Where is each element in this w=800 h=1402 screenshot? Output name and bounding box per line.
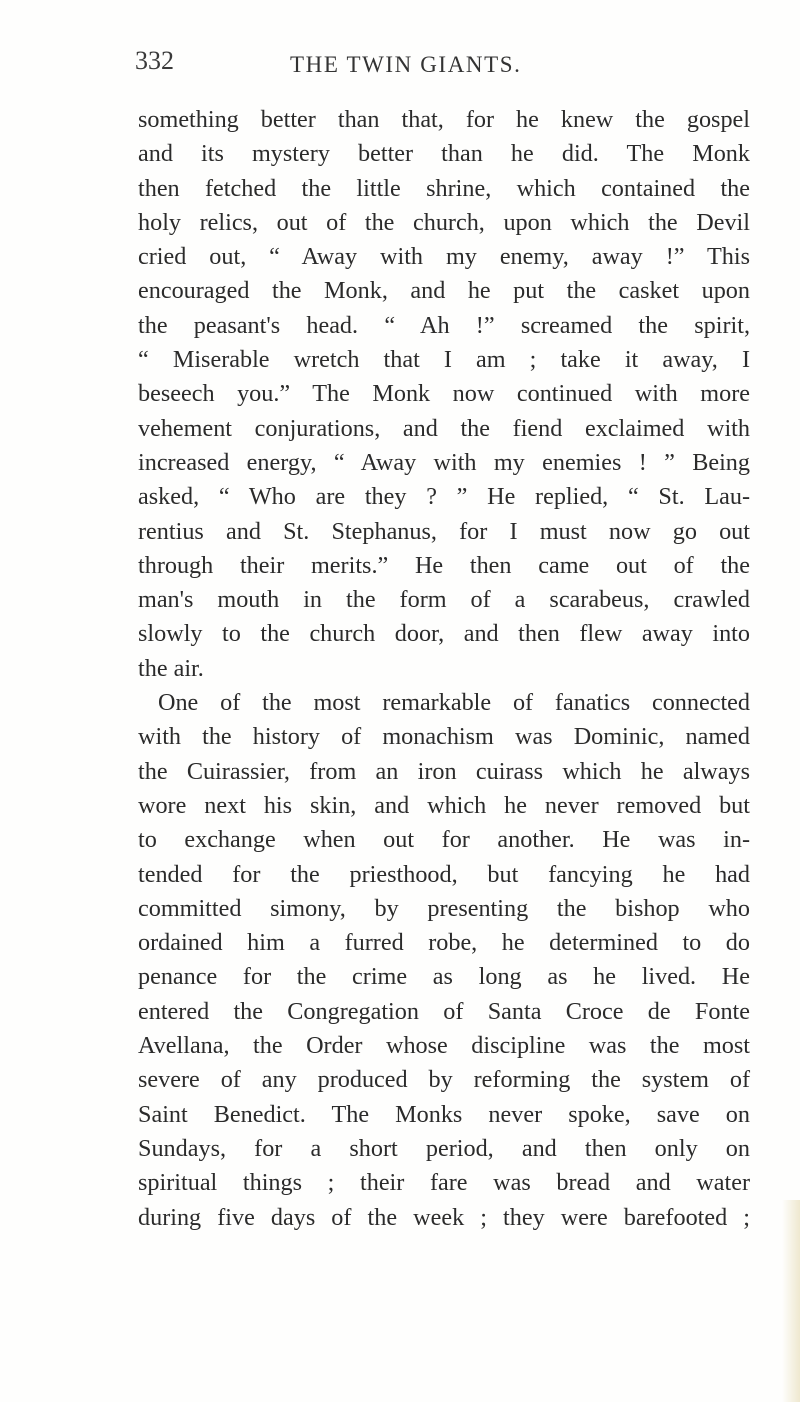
text-line: cried out, “ Away with my enemy, away !” This bbox=[138, 243, 750, 271]
text-line: asked, “ Who are they ? ” He replied, “ St. Lau- bbox=[138, 483, 750, 511]
text-line: something better than that, for he knew the gospel bbox=[138, 106, 750, 133]
running-title: THE TWIN GIANTS. bbox=[290, 52, 522, 77]
text-line: the air. bbox=[138, 654, 204, 682]
text-line: severe of any produced by reforming the system of bbox=[138, 1066, 750, 1094]
text-line: wore next his skin, and which he never removed but bbox=[138, 791, 750, 819]
text-line: tended for the priesthood, but fancying he had bbox=[138, 860, 750, 888]
text-line: slowly to the church door, and then flew away into bbox=[138, 620, 750, 648]
text-line: One of the most remarkable of fanatics connected bbox=[158, 689, 750, 717]
text-line: man's mouth in the form of a scarabeus, crawled bbox=[138, 586, 750, 614]
text-line: then fetched the little shrine, which contained the bbox=[138, 174, 750, 202]
text-line: through their merits.” He then came out of the bbox=[138, 551, 750, 579]
text-line: and its mystery better than he did. The Monk bbox=[138, 140, 750, 168]
text-line: to exchange when out for another. He was in- bbox=[138, 826, 750, 854]
text-line: Saint Benedict. The Monks never spoke, save on bbox=[138, 1100, 750, 1128]
body-text bbox=[138, 103, 750, 1235]
page-edge-discoloration bbox=[782, 1200, 800, 1402]
text-line: Sundays, for a short period, and then only on bbox=[138, 1134, 750, 1162]
text-line: increased energy, “ Away with my enemies ! ” Being bbox=[138, 448, 750, 476]
text-line: encouraged the Monk, and he put the casket upon bbox=[138, 277, 750, 305]
text-line: beseech you.” The Monk now continued with more bbox=[138, 380, 750, 408]
text-line: vehement conjurations, and the fiend exclaimed with bbox=[138, 414, 750, 442]
text-line: entered the Congregation of Santa Croce de Fonte bbox=[138, 997, 750, 1025]
text-line: Avellana, the Order whose discipline was the most bbox=[138, 1032, 750, 1060]
text-line: ordained him a furred robe, he determined to do bbox=[138, 929, 750, 957]
text-line: with the history of monachism was Dominic, named bbox=[138, 723, 750, 751]
text-line: committed simony, by presenting the bishop who bbox=[138, 894, 750, 922]
page-number: 332 bbox=[135, 46, 174, 75]
text-line: rentius and St. Stephanus, for I must now go out bbox=[138, 517, 750, 545]
text-line: holy relics, out of the church, upon which the Devil bbox=[138, 208, 750, 236]
text-line: penance for the crime as long as he lived. He bbox=[138, 963, 750, 991]
text-line: spiritual things ; their fare was bread and water bbox=[138, 1169, 750, 1197]
text-line: during five days of the week ; they were barefooted ; bbox=[138, 1203, 750, 1231]
text-line: the Cuirassier, from an iron cuirass which he always bbox=[138, 757, 750, 785]
text-line: the peasant's head. “ Ah !” screamed the spirit, bbox=[138, 311, 750, 339]
text-line: “ Miserable wretch that I am ; take it away, I bbox=[138, 346, 750, 374]
